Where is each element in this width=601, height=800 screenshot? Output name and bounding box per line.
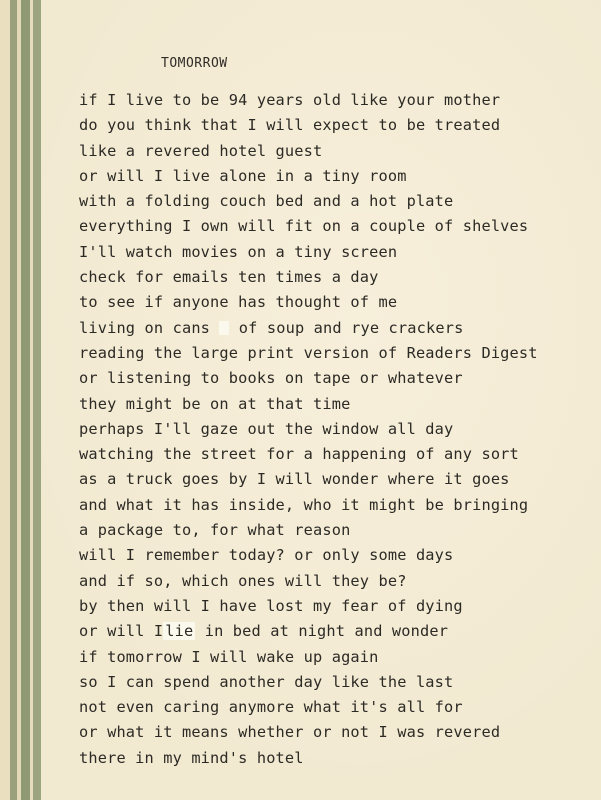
binding-stripe — [33, 0, 41, 800]
poem-line: by then will I have lost my fear of dying — [79, 596, 463, 615]
poem-line: a package to, for what reason — [79, 521, 351, 540]
poem-line: not even caring anymore what it's all for — [79, 698, 463, 717]
poem-line: or listening to books on tape or whatever — [79, 369, 463, 388]
poem-line: watching the street for a happening of any sort — [79, 445, 519, 464]
poem-line: check for emails ten times a day — [79, 268, 379, 287]
poem-line: do you think that I will expect to be treated — [79, 116, 501, 135]
poem-body — [79, 88, 538, 771]
poem-line: like a revered hotel guest — [79, 141, 323, 160]
poem-line: as a truck goes by I will wonder where it goes — [79, 470, 510, 489]
poem-line: they might be on at that time — [79, 394, 351, 413]
poem-line: to see if anyone has thought of me — [79, 293, 398, 312]
poem-line: and if so, which ones will they be? — [79, 571, 407, 590]
poem-line: perhaps I'll gaze out the window all day — [79, 419, 454, 438]
poem-line: if I live to be 94 years old like your mother — [79, 91, 501, 109]
poem-line: with a folding couch bed and a hot plate — [79, 192, 454, 211]
poem-line: so I can spend another day like the last — [79, 672, 454, 691]
poem-line: and what it has inside, who it might be bringing — [79, 495, 529, 514]
poem-line: everything I own will fit on a couple of shelves — [79, 217, 529, 236]
binding-stripe — [10, 0, 17, 800]
binding-stripe — [21, 0, 30, 800]
poem-line — [79, 619, 538, 644]
poem-line — [79, 316, 538, 341]
poem-line: or what it means whether or not I was revered — [79, 723, 501, 742]
poem-line-segment: living on cans — [79, 318, 211, 337]
poem-line: there in my mind's hotel — [79, 748, 304, 767]
poem-line: I'll watch movies on a tiny screen — [79, 242, 398, 261]
poem-title: TOMORROW — [161, 56, 228, 71]
correction-spot — [219, 321, 229, 335]
poem-line: reading the large print version of Readers Digest — [79, 343, 538, 362]
correction-patch: lie — [165, 622, 194, 641]
poem-line: or will I live alone in a tiny room — [79, 166, 407, 185]
poem-line: if tomorrow I will wake up again — [79, 647, 379, 666]
binding-stripe — [0, 0, 10, 800]
poem-line-segment: or will I — [79, 622, 164, 641]
poem-line: will I remember today? or only some days — [79, 546, 454, 565]
poem-line-segment: of soup and rye crackers — [238, 318, 464, 337]
poem-line-segment: in bed at night and wonder — [204, 622, 449, 641]
